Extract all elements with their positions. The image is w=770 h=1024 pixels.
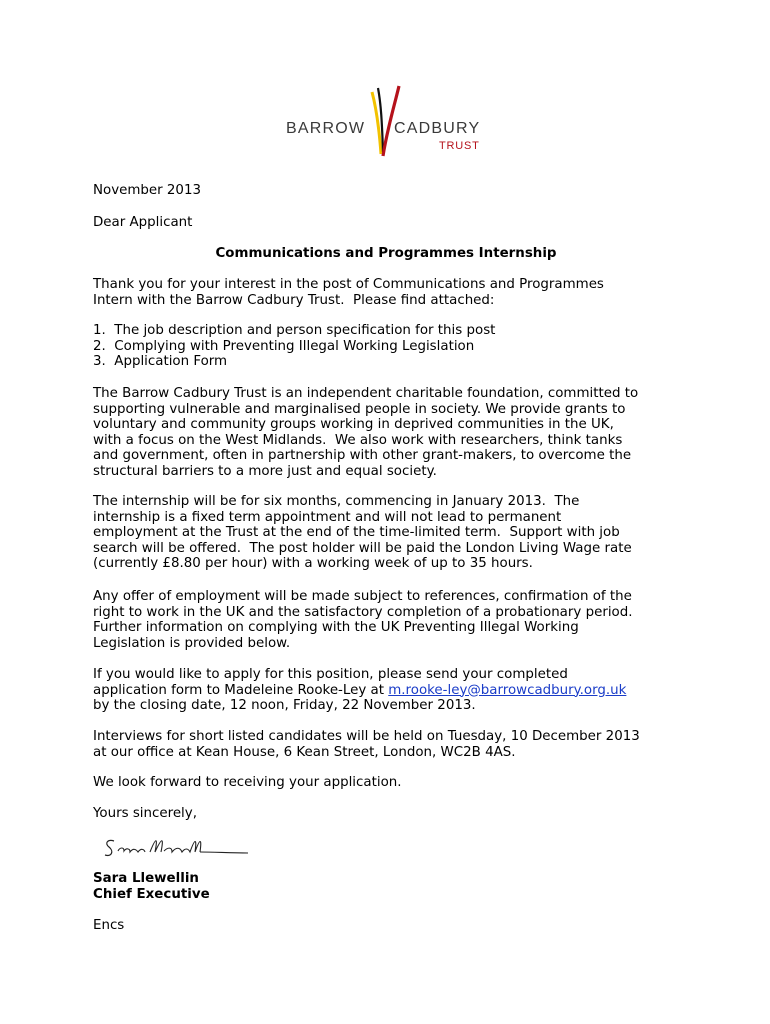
enclosures: Encs	[93, 918, 125, 933]
internship-paragraph: The internship will be for six months, commencing in January 2013. The internship is a fixed term appointment and will not lead to permanent employment at the Trust at the end of the time-limited term. Support with job search will be offered. The post holder will be paid the London Living Wage rate (currently £8.80 per hour) with a working week of up to 35 hours.	[93, 494, 632, 572]
signatory-role: Chief Executive	[93, 887, 210, 902]
closing-line: We look forward to receiving your application.	[93, 775, 402, 790]
interviews-paragraph: Interviews for short listed candidates will be held on Tuesday, 10 December 2013 at our office at Kean House, 6 Kean Street, London, WC2B 4AS.	[93, 729, 640, 760]
about-paragraph: The Barrow Cadbury Trust is an independent charitable foundation, committed to supporting vulnerable and marginalised people in society. We provide grants to voluntary and community groups working in deprived communities in the UK, with a focus on the West Midlands. We also work with researchers, think tanks and government, often in partnership with other grant-makers, to overcome the structural barriers to a more just and equal society.	[93, 386, 639, 479]
handwritten-signature	[100, 833, 260, 869]
logo-word-barrow: BARROW	[286, 120, 366, 137]
signature-icon	[100, 833, 260, 865]
list-item: 3. Application Form	[93, 354, 228, 370]
list-item: 2. Complying with Preventing Illegal Working Legislation	[93, 338, 475, 354]
salutation: Dear Applicant	[93, 215, 193, 230]
list-item: 1. The job description and person specification for this post	[93, 323, 496, 338]
apply-paragraph: If you would like to apply for this position, please send your completed application form to Madeleine Rooke-Ley at m.rooke-ley@barrowcadbury.org.uk by the closing date, 12 noon, Friday, 22 November 2013.	[93, 667, 627, 714]
intro-paragraph: Thank you for your interest in the post of Communications and Programmes Intern with the Barrow Cadbury Trust. Please find attached:	[93, 277, 604, 308]
letter-title: Communications and Programmes Internship	[215, 246, 557, 261]
logo-word-cadbury: CADBURY	[394, 120, 481, 137]
email-link[interactable]: m.rooke-ley@barrowcadbury.org.uk	[388, 682, 627, 698]
offer-paragraph: Any offer of employment will be made subject to references, confirmation of the right to work in the UK and the satisfactory completion of a probationary period. Further information on complying with the UK Preventing Illegal Working Legislation is provided below.	[93, 589, 633, 651]
attachments-list	[93, 323, 693, 370]
valediction: Yours sincerely,	[93, 806, 197, 821]
letter-date: November 2013	[93, 183, 201, 198]
signatory-name: Sara Llewellin	[93, 871, 199, 886]
barrow-cadbury-logo	[286, 82, 491, 162]
logo-word-trust: TRUST	[439, 140, 480, 152]
